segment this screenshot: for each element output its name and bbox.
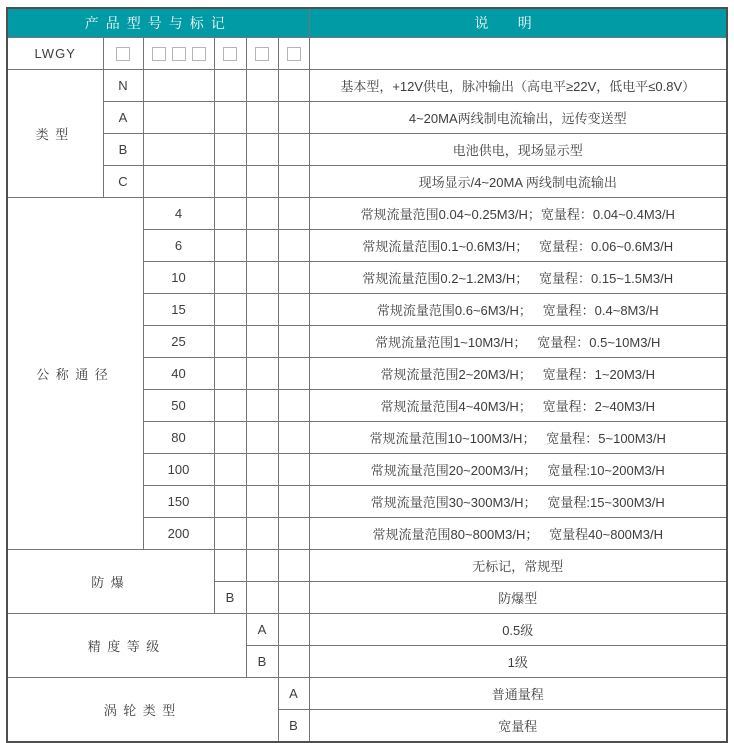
diameter-code: 25 xyxy=(143,326,214,358)
checkbox-icon xyxy=(255,47,269,61)
turbine-code: B xyxy=(278,710,309,743)
diameter-desc: 常规流量范围0.04~0.25M3/H；宽量程：0.04~0.4M3/H xyxy=(309,198,727,230)
type-desc: 4~20MA两线制电流输出，远传变送型 xyxy=(309,102,727,134)
accuracy-desc: 1级 xyxy=(309,646,727,678)
section-label-accuracy: 精度等级 xyxy=(7,614,246,678)
model-row xyxy=(7,38,727,70)
diameter-desc: 常规流量范围0.1~0.6M3/H； 宽量程：0.06~0.6M3/H xyxy=(309,230,727,262)
checkbox-icon xyxy=(287,47,301,61)
header-model-marking: 产品型号与标记 xyxy=(7,8,309,38)
checkbox-icon xyxy=(223,47,237,61)
table-row xyxy=(7,134,727,166)
table-row xyxy=(7,550,727,582)
checkbox-icon xyxy=(116,47,130,61)
diameter-desc: 常规流量范围4~40M3/H； 宽量程：2~40M3/H xyxy=(309,390,727,422)
turbine-desc: 宽量程 xyxy=(309,710,727,743)
diameter-code: 10 xyxy=(143,262,214,294)
type-code: A xyxy=(103,102,143,134)
model-digit-cell xyxy=(246,38,278,70)
diameter-code: 200 xyxy=(143,518,214,550)
accuracy-code: A xyxy=(246,614,278,646)
table-row xyxy=(7,614,727,646)
checkbox-icon xyxy=(152,47,166,61)
model-selection-table xyxy=(6,7,728,743)
model-digit-cell xyxy=(278,38,309,70)
diameter-desc: 常规流量范围80~800M3/H； 宽量程40~800M3/H xyxy=(309,518,727,550)
diameter-code: 50 xyxy=(143,390,214,422)
explosion-desc: 无标记，常规型 xyxy=(309,550,727,582)
diameter-desc: 常规流量范围0.6~6M3/H； 宽量程：0.4~8M3/H xyxy=(309,294,727,326)
model-digit-cell xyxy=(214,38,246,70)
type-code: C xyxy=(103,166,143,198)
table-row xyxy=(7,70,727,102)
diameter-code: 4 xyxy=(143,198,214,230)
table-row xyxy=(7,198,727,230)
checkbox-icon xyxy=(192,47,206,61)
diameter-code: 40 xyxy=(143,358,214,390)
header-description: 说明 xyxy=(309,8,727,38)
diameter-desc: 常规流量范围0.2~1.2M3/H； 宽量程：0.15~1.5M3/H xyxy=(309,262,727,294)
accuracy-code: B xyxy=(246,646,278,678)
section-label-type: 类型 xyxy=(7,70,103,198)
type-desc: 电池供电，现场显示型 xyxy=(309,134,727,166)
type-code: N xyxy=(103,70,143,102)
turbine-code: A xyxy=(278,678,309,710)
model-digit-cell xyxy=(103,38,143,70)
table-row xyxy=(7,678,727,710)
diameter-desc: 常规流量范围20~200M3/H； 宽量程:10~200M3/H xyxy=(309,454,727,486)
diameter-code: 80 xyxy=(143,422,214,454)
diameter-desc: 常规流量范围10~100M3/H； 宽量程：5~100M3/H xyxy=(309,422,727,454)
type-desc: 基本型，+12V供电，脉冲输出（高电平≥22V，低电平≤0.8V） xyxy=(309,70,727,102)
section-label-explosion: 防爆 xyxy=(7,550,214,614)
type-desc: 现场显示/4~20MA 两线制电流输出 xyxy=(309,166,727,198)
accuracy-desc: 0.5级 xyxy=(309,614,727,646)
section-label-diameter: 公称通径 xyxy=(7,198,143,550)
diameter-code: 6 xyxy=(143,230,214,262)
model-digit-cell xyxy=(143,38,214,70)
table-row xyxy=(7,166,727,198)
explosion-code xyxy=(214,550,246,582)
model-desc-empty xyxy=(309,38,727,70)
table-header-row xyxy=(7,8,727,38)
model-code: LWGY xyxy=(7,38,103,70)
diameter-desc: 常规流量范围2~20M3/H； 宽量程：1~20M3/H xyxy=(309,358,727,390)
explosion-code: B xyxy=(214,582,246,614)
explosion-desc: 防爆型 xyxy=(309,582,727,614)
diameter-code: 100 xyxy=(143,454,214,486)
diameter-desc: 常规流量范围1~10M3/H； 宽量程：0.5~10M3/H xyxy=(309,326,727,358)
checkbox-icon xyxy=(172,47,186,61)
table-row xyxy=(7,102,727,134)
diameter-code: 15 xyxy=(143,294,214,326)
diameter-desc: 常规流量范围30~300M3/H； 宽量程:15~300M3/H xyxy=(309,486,727,518)
section-label-turbine: 涡轮类型 xyxy=(7,678,278,743)
turbine-desc: 普通量程 xyxy=(309,678,727,710)
type-code: B xyxy=(103,134,143,166)
diameter-code: 150 xyxy=(143,486,214,518)
